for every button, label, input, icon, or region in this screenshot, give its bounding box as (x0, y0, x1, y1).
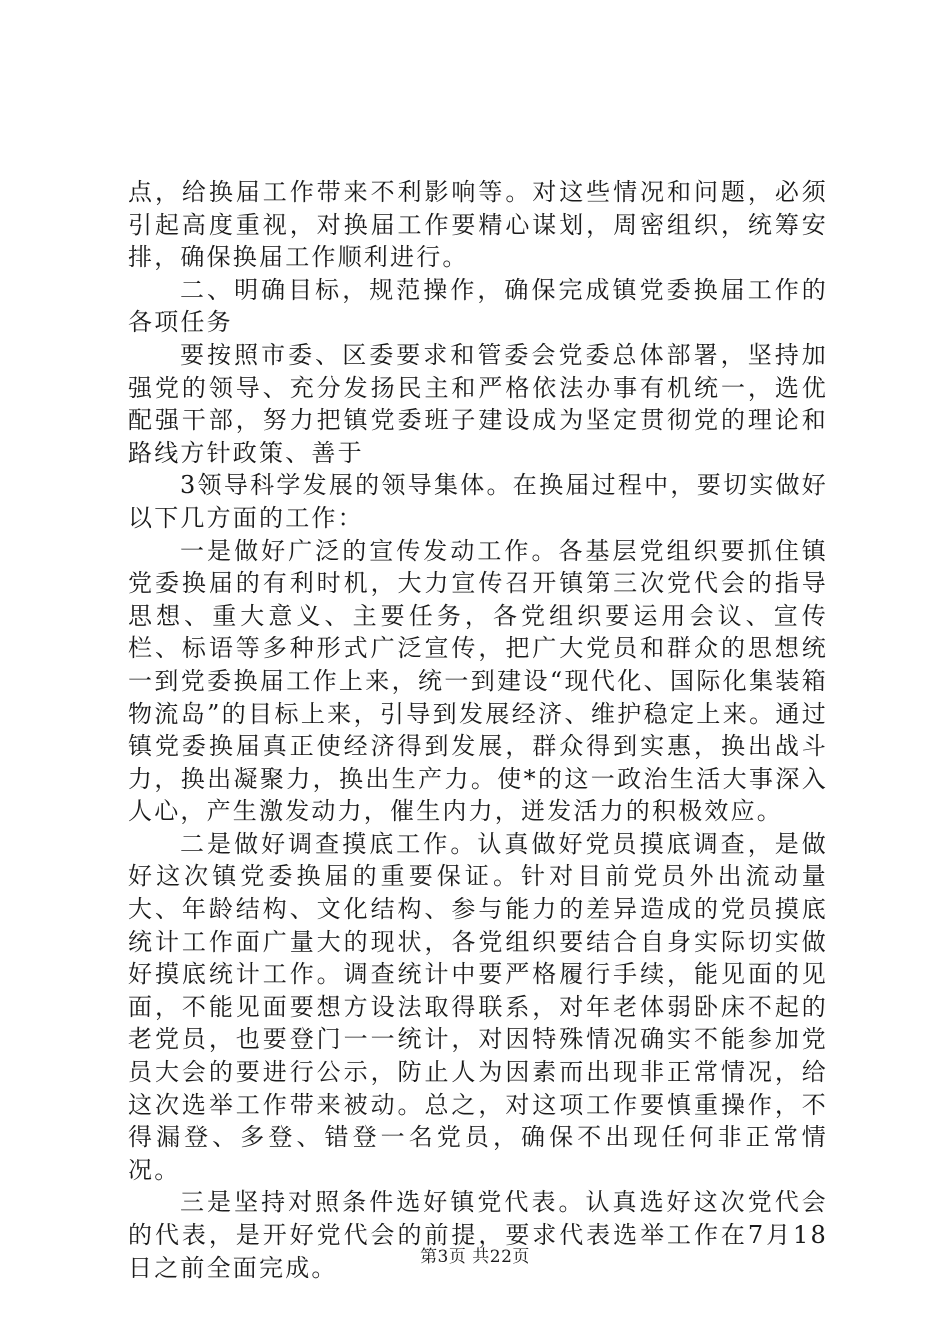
section-heading: 二、明确目标，规范操作，确保完成镇党委换届工作的各项任务 (128, 275, 828, 337)
paragraph: 二是做好调查摸底工作。认真做好党员摸底调查，是做好这次镇党委换届的重要保证。针对目前党员外出流动量大、年龄结构、文化结构、参与能力的差异造成的党员摸底统计工作面广量大的现状，各党组织要结合自身实际切实做好摸底统计工作。调查统计中要严格履行手续，能见面的见面，不能见面要想方设法取得联系，对年老体弱卧床不起的老党员，也要登门一一统计，对因特殊情况确实不能参加党员大会的要进行公示，防止人为因素而出现非正常情况，给这次选举工作带来被动。总之，对这项工作要慎重操作，不得漏登、多登、错登一名党员，确保不出现任何非正常情况。 (128, 829, 828, 1184)
paragraph: 3领导科学发展的领导集体。在换届过程中，要切实做好以下几方面的工作： (128, 471, 828, 532)
document-body (128, 176, 828, 1284)
paragraph: 一是做好广泛的宣传发动工作。各基层党组织要抓住镇党委换届的有利时机，大力宣传召开镇第三次党代会的指导思想、重大意义、主要任务，各党组织要运用会议、宣传栏、标语等多种形式广泛宣传，把广大党员和群众的思想统一到党委换届工作上来，统一到建设“现代化、国际化集装箱物流岛”的目标上来，引导到发展经济、维护稳定上来。通过镇党委换届真正使经济得到发展，群众得到实惠，换出战斗力，换出凝聚力，换出生产力。使*的这一政治生活大事深入人心，产生激发动力，催生内力，迸发活力的积极效应。 (128, 536, 828, 826)
paragraph: 要按照市委、区委要求和管委会党委总体部署，坚持加强党的领导、充分发扬民主和严格依法办事有机统一，选优配强干部，努力把镇党委班子建设成为坚定贯彻党的理论和路线方针政策、善于 (128, 340, 828, 467)
paragraph: 三是坚持对照条件选好镇党代表。认真选好这次党代会的代表，是开好党代会的前提，要求代表选举工作在7月18日之前全面完成。 (128, 1188, 828, 1282)
page-number-footer: 第3页 共22页 (420, 1247, 530, 1267)
paragraph-continuation: 点，给换届工作带来不利影响等。对这些情况和问题，必须引起高度重视，对换届工作要精心谋划，周密组织，统筹安排，确保换届工作顺利进行。 (128, 178, 828, 272)
